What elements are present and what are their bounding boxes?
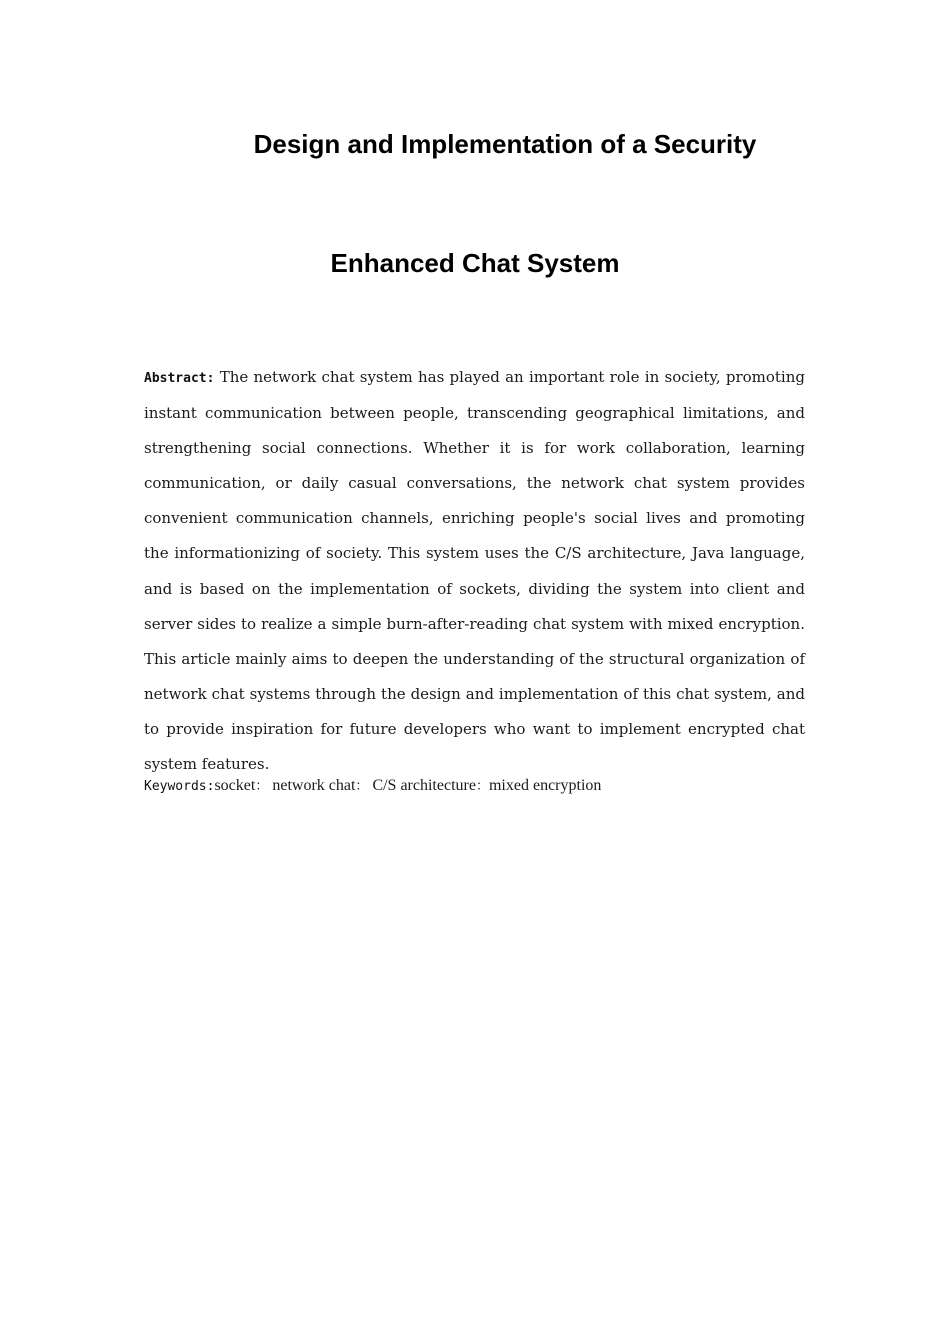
keyword-item: socket [214,777,256,794]
keyword-item: C/S architecture [372,777,476,794]
abstract-label: Abstract: [144,371,215,386]
title-line-1: Design and Implementation of a Security [253,129,757,159]
keyword-item: mixed encryption [488,777,602,794]
keyword-separator: ： [355,779,369,794]
abstract-paragraph [144,360,805,782]
keyword-separator: ： [475,779,489,794]
keyword-item: network chat [272,777,356,794]
abstract-text: The network chat system has played an important role in society, promoting instant communication between people, transcending geographical limitations, and strengthening social connections. Whether it is for work collaboration, learning communication, or daily casual conversations, the network chat system provides convenient communication channels, enriching people's social lives and promoting the informationizing of society. This system uses the C/S architecture, Java language, and is based on the implementation of sockets, dividing the system into client and server sides to realize a simple burn-after-reading chat system with mixed encryption. This article mainly aims to deepen the understanding of the structural organization of network chat systems through the design and implementation of this chat system, and to provide inspiration for future developers who want to implement encrypted chat system features. [144,368,805,774]
keywords-line [144,772,805,801]
keyword-separator: ： [255,779,269,794]
keywords-label: Keywords: [144,779,215,794]
title-line-2: Enhanced Chat System [330,248,620,278]
